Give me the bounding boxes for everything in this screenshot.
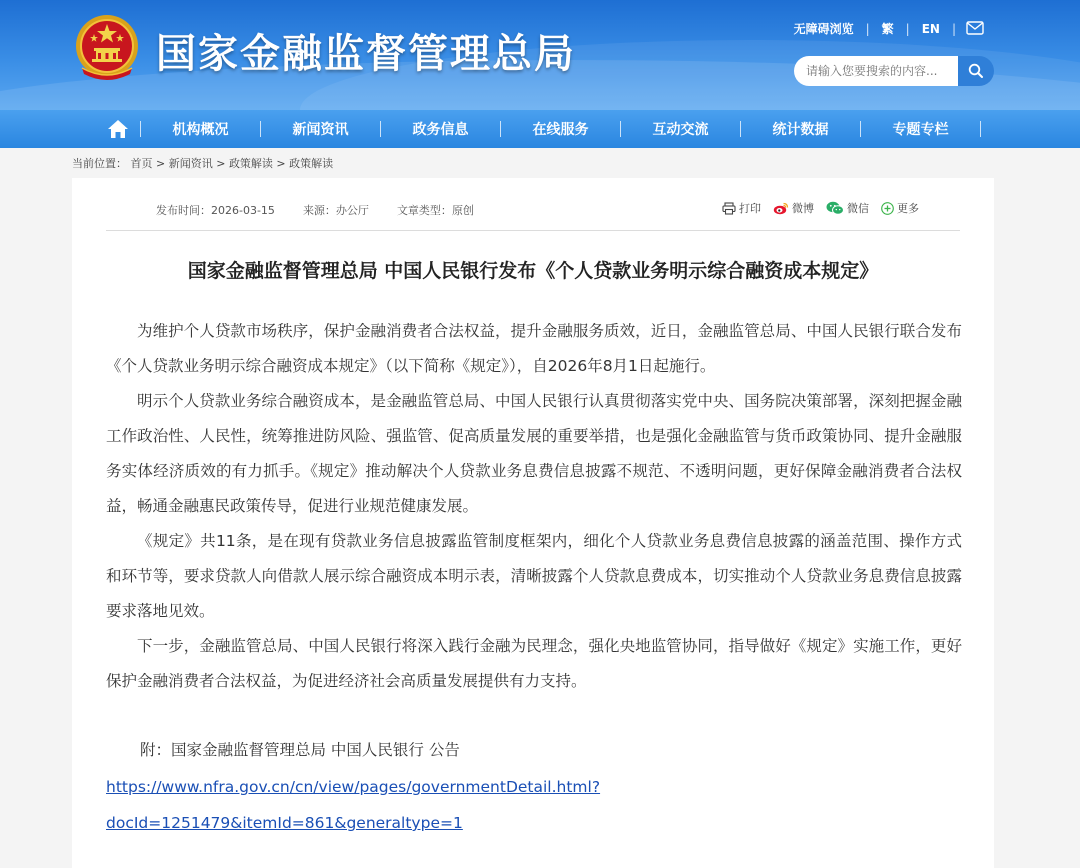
- more-share-button[interactable]: [881, 200, 919, 216]
- search-input[interactable]: [794, 56, 958, 86]
- type-label: 文章类型：: [396, 204, 452, 217]
- more-label: 更多: [897, 202, 919, 215]
- mail-icon[interactable]: [966, 21, 984, 35]
- breadcrumb-prefix: 当前位置：: [72, 157, 127, 170]
- wechat-label: 微信: [847, 202, 869, 215]
- weibo-share-button[interactable]: [773, 200, 814, 216]
- breadcrumb-news[interactable]: 新闻资讯: [168, 157, 213, 170]
- nav-item-statistics[interactable]: 统计数据: [772, 122, 829, 138]
- plus-circle-icon: [881, 202, 894, 215]
- attachment-note: 附：国家金融监督管理总局 中国人民银行 公告: [140, 741, 460, 759]
- type-value: 原创: [451, 204, 474, 217]
- print-button[interactable]: [722, 200, 761, 216]
- home-icon: [107, 119, 129, 139]
- announcement-link-line2[interactable]: docId=1251479&itemId=861&generaltype=1: [106, 814, 463, 832]
- source-info: [303, 202, 369, 218]
- publish-date: 2026-03-15: [211, 204, 275, 217]
- nav-item-institution[interactable]: 机构概况: [172, 122, 229, 138]
- weibo-label: 微博: [792, 202, 814, 215]
- breadcrumb-home[interactable]: 首页: [130, 157, 153, 170]
- type-info: [397, 202, 474, 218]
- site-header: [0, 0, 1080, 110]
- wechat-icon: [826, 201, 844, 215]
- paragraph: 《规定》共11条，是在现有贷款业务信息披露监管制度框架内，细化个人贷款业务息费信息披露的涵盖范围、操作方式和环节等，要求贷款人向借款人展示综合融资成本明示表，清晰披露个人贷款息费成本，切实推动个人贷款业务息费信息披露要求落地见效。: [106, 532, 962, 620]
- announcement-link-line1[interactable]: https://www.nfra.gov.cn/cn/view/pages/governmentDetail.html?: [106, 778, 601, 796]
- print-icon: [722, 202, 736, 215]
- breadcrumb: [72, 155, 333, 171]
- english-link[interactable]: EN: [921, 21, 940, 36]
- weibo-icon: [773, 201, 789, 215]
- search-button[interactable]: [958, 56, 994, 86]
- separator: |: [905, 21, 910, 36]
- separator: |: [865, 21, 870, 36]
- article-meta: [156, 202, 474, 218]
- article-panel: [72, 178, 994, 868]
- breadcrumb-policy-current[interactable]: 政策解读: [289, 157, 334, 170]
- article-title: 国家金融监督管理总局 中国人民银行发布《个人贷款业务明示综合融资成本规定》: [187, 260, 879, 282]
- nav-item-news[interactable]: 新闻资讯: [292, 122, 349, 138]
- nav-item-government-info[interactable]: 政务信息: [412, 122, 469, 138]
- paragraph: 为维护个人贷款市场秩序，保护金融消费者合法权益，提升金融服务质效，近日，金融监管总局、中国人民银行联合发布《个人贷款业务明示综合融资成本规定》（以下简称《规定》），自2026年8月1日起施行。: [106, 322, 962, 375]
- separator: |: [951, 21, 956, 36]
- top-utility-links: [794, 20, 956, 37]
- search-icon: [968, 63, 984, 79]
- nav-home[interactable]: [96, 110, 140, 148]
- article-body: [106, 314, 962, 699]
- source-label: 来源：: [302, 204, 336, 217]
- divider-line: [106, 230, 960, 231]
- source-value: 办公厅: [335, 204, 369, 217]
- print-label: 打印: [739, 202, 761, 215]
- nav-divider: [980, 121, 981, 137]
- main-nav: [0, 110, 1080, 148]
- nav-item-online-services[interactable]: 在线服务: [532, 122, 589, 138]
- publish-info: [156, 202, 275, 218]
- paragraph: 下一步，金融监管总局、中国人民银行将深入践行金融为民理念，强化央地监管协同，指导做好《规定》实施工作，更好保护金融消费者合法权益，为促进经济社会高质量发展提供有力支持。: [106, 637, 962, 690]
- nav-items: [140, 119, 981, 139]
- breadcrumb-policy[interactable]: 政策解读: [228, 157, 273, 170]
- nav-item-interaction[interactable]: 互动交流: [652, 122, 709, 138]
- search-box: [794, 56, 994, 86]
- wechat-share-button[interactable]: [826, 200, 869, 216]
- share-bar: [722, 200, 919, 216]
- breadcrumb-separator: >: [272, 157, 290, 170]
- paragraph: 明示个人贷款业务综合融资成本，是金融监管总局、中国人民银行认真贯彻落实党中央、国务院决策部署，深刻把握金融工作政治性、人民性，统筹推进防风险、强监管、促高质量发展的重要举措，也是强化金融监管与货币政策协同、提升金融服务实体经济质效的有力抓手。《规定》推动解决个人贷款业务息费信息披露不规范、不透明问题，更好保障金融消费者合法权益，畅通金融惠民政策传导，促进行业规范健康发展。: [106, 392, 962, 515]
- site-title[interactable]: 国家金融监督管理总局: [156, 31, 576, 77]
- national-emblem-icon[interactable]: [72, 12, 142, 84]
- breadcrumb-separator: >: [152, 157, 169, 170]
- breadcrumb-separator: >: [212, 157, 229, 170]
- publish-label: 发布时间：: [156, 204, 211, 217]
- nav-item-special-topics[interactable]: 专题专栏: [892, 122, 949, 138]
- accessibility-link[interactable]: 无障碍浏览: [793, 22, 854, 36]
- traditional-chinese-link[interactable]: 繁: [881, 22, 894, 36]
